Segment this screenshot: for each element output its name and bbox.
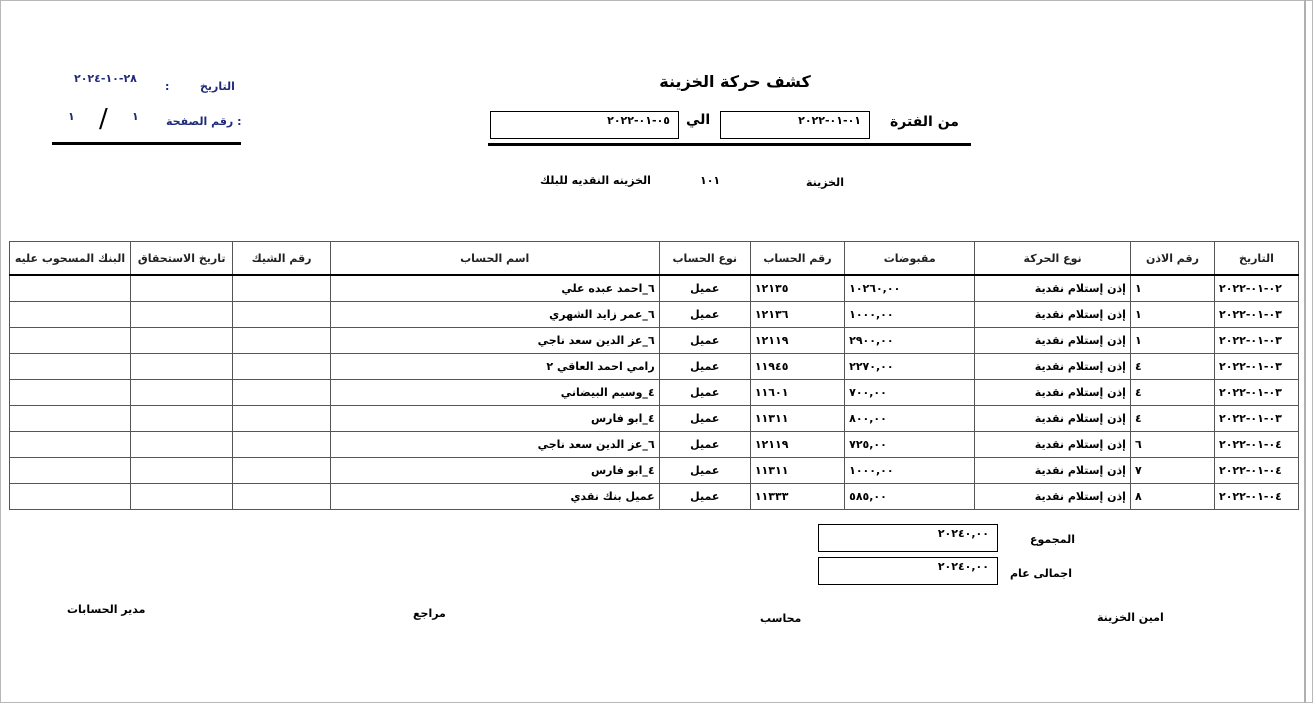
page-slash: / xyxy=(99,104,108,134)
col-header-cheque-no: رقم الشيك xyxy=(233,242,330,276)
col-header-account-type: نوع الحساب xyxy=(659,242,750,276)
cell-drawee-bank xyxy=(10,458,131,484)
cell-due-date xyxy=(130,302,232,328)
cell-movement-type: إذن إستلام نقدية xyxy=(975,380,1131,406)
cell-account-type: عميل xyxy=(659,432,750,458)
cell-account-name: ٤_وسيم البيضاني xyxy=(330,380,659,406)
cell-date: ٠٤-٠١-٢٠٢٢ xyxy=(1214,432,1298,458)
viewer-edge xyxy=(1304,0,1306,703)
cell-date: ٠٤-٠١-٢٠٢٢ xyxy=(1214,484,1298,510)
cell-permit-no: ٦ xyxy=(1130,432,1214,458)
cell-receipts: ٢٢٧٠,٠٠ xyxy=(845,354,975,380)
col-header-receipts: مقبوضات xyxy=(845,242,975,276)
table-row xyxy=(10,354,1299,380)
cell-drawee-bank xyxy=(10,328,131,354)
col-header-movement-type: نوع الحركة xyxy=(975,242,1131,276)
grand-total-field xyxy=(818,557,998,585)
cell-drawee-bank xyxy=(10,275,131,302)
cell-permit-no: ٨ xyxy=(1130,484,1214,510)
cell-drawee-bank xyxy=(10,406,131,432)
cell-account-name: رامي احمد العاقي ٢ xyxy=(330,354,659,380)
cell-account-type: عميل xyxy=(659,275,750,302)
table-header-row xyxy=(10,242,1299,276)
cell-due-date xyxy=(130,328,232,354)
col-header-drawee-bank: البنك المسحوب عليه xyxy=(10,242,131,276)
cell-account-no: ١١٦٠١ xyxy=(750,380,844,406)
grand-total-value: ٢٠٢٤٠,٠٠ xyxy=(937,560,989,573)
cell-movement-type: إذن إستلام نقدية xyxy=(975,328,1131,354)
cell-date: ٠٣-٠١-٢٠٢٢ xyxy=(1214,380,1298,406)
cell-account-type: عميل xyxy=(659,328,750,354)
report-title: كشف حركة الخزينة xyxy=(659,72,811,91)
cell-receipts: ١٠٠٠,٠٠ xyxy=(845,302,975,328)
cell-account-name: ٦_عز الدين سعد ناجي xyxy=(330,328,659,354)
cell-movement-type: إذن إستلام نقدية xyxy=(975,302,1131,328)
cell-permit-no: ٤ xyxy=(1130,406,1214,432)
cell-drawee-bank xyxy=(10,432,131,458)
treasury-name: الخزينه النقديه للبلك xyxy=(540,174,651,187)
period-to-label: الي xyxy=(686,112,711,128)
cell-drawee-bank xyxy=(10,484,131,510)
cell-account-name: ٤_ابو فارس xyxy=(330,458,659,484)
date-separator: : xyxy=(165,80,170,93)
cell-movement-type: إذن إستلام نقدية xyxy=(975,354,1131,380)
cell-movement-type: إذن إستلام نقدية xyxy=(975,432,1131,458)
cell-receipts: ٥٨٥,٠٠ xyxy=(845,484,975,510)
cell-receipts: ٧٢٥,٠٠ xyxy=(845,432,975,458)
col-header-account-no: رقم الحساب xyxy=(750,242,844,276)
cell-drawee-bank xyxy=(10,354,131,380)
period-from-field xyxy=(720,111,870,139)
signature-accountant: محاسب xyxy=(760,612,802,625)
cell-account-name: ٦_عمر زايد الشهري xyxy=(330,302,659,328)
table-row xyxy=(10,380,1299,406)
grand-total-label: اجمالى عام xyxy=(1010,567,1072,580)
col-header-account-name: اسم الحساب xyxy=(330,242,659,276)
movements-table xyxy=(9,241,1299,510)
cell-receipts: ١٠٠٠,٠٠ xyxy=(845,458,975,484)
cell-drawee-bank xyxy=(10,380,131,406)
cell-date: ٠٢-٠١-٢٠٢٢ xyxy=(1214,275,1298,302)
cell-permit-no: ١ xyxy=(1130,302,1214,328)
cell-account-no: ١١٣١١ xyxy=(750,406,844,432)
cell-cheque-no xyxy=(233,328,330,354)
table-row xyxy=(10,406,1299,432)
cell-account-type: عميل xyxy=(659,380,750,406)
cell-date: ٠٣-٠١-٢٠٢٢ xyxy=(1214,302,1298,328)
cell-drawee-bank xyxy=(10,302,131,328)
cell-account-type: عميل xyxy=(659,406,750,432)
table-row xyxy=(10,328,1299,354)
cell-account-no: ١٢١٣٥ xyxy=(750,275,844,302)
cell-receipts: ٧٠٠,٠٠ xyxy=(845,380,975,406)
cell-permit-no: ٤ xyxy=(1130,354,1214,380)
col-header-date: التاريخ xyxy=(1214,242,1298,276)
cell-account-no: ١٢١٣٦ xyxy=(750,302,844,328)
signature-treasurer: امين الخزينة xyxy=(1097,611,1164,624)
cell-account-type: عميل xyxy=(659,354,750,380)
total-value: ٢٠٢٤٠,٠٠ xyxy=(937,527,989,540)
cell-account-no: ١١٣١١ xyxy=(750,458,844,484)
date-label: التاريخ xyxy=(200,80,235,93)
cell-due-date xyxy=(130,458,232,484)
cell-account-no: ١١٩٤٥ xyxy=(750,354,844,380)
cell-account-name: ٦_عز الدين سعد ناجي xyxy=(330,432,659,458)
period-from-label: من الفترة xyxy=(890,114,959,130)
page-current: ١ xyxy=(132,110,139,123)
cell-permit-no: ٧ xyxy=(1130,458,1214,484)
period-to-value: ٠٥-٠١-٢٠٢٢ xyxy=(607,114,670,127)
cell-account-type: عميل xyxy=(659,458,750,484)
cell-date: ٠٤-٠١-٢٠٢٢ xyxy=(1214,458,1298,484)
cell-movement-type: إذن إستلام نقدية xyxy=(975,484,1131,510)
cell-account-name: ٦_احمد عبده علي xyxy=(330,275,659,302)
cell-date: ٠٣-٠١-٢٠٢٢ xyxy=(1214,406,1298,432)
cell-permit-no: ١ xyxy=(1130,275,1214,302)
cell-account-name: ٤_ابو فارس xyxy=(330,406,659,432)
cell-cheque-no xyxy=(233,432,330,458)
page-number-label: رقم الصفحة : xyxy=(166,115,242,128)
cell-permit-no: ٤ xyxy=(1130,380,1214,406)
cell-cheque-no xyxy=(233,458,330,484)
table-row xyxy=(10,275,1299,302)
report-date: ٢٨-١٠-٢٠٢٤ xyxy=(74,72,137,85)
cell-movement-type: إذن إستلام نقدية xyxy=(975,458,1131,484)
header-center-underline xyxy=(488,143,971,146)
period-from-value: ٠١-٠١-٢٠٢٢ xyxy=(798,114,861,127)
cell-due-date xyxy=(130,432,232,458)
table-row xyxy=(10,484,1299,510)
col-header-permit-no: رقم الاذن xyxy=(1130,242,1214,276)
cell-receipts: ٢٩٠٠,٠٠ xyxy=(845,328,975,354)
cell-due-date xyxy=(130,484,232,510)
cell-cheque-no xyxy=(233,380,330,406)
treasury-code: ١٠١ xyxy=(700,174,721,187)
cell-account-type: عميل xyxy=(659,484,750,510)
cell-movement-type: إذن إستلام نقدية xyxy=(975,406,1131,432)
cell-cheque-no xyxy=(233,484,330,510)
cell-cheque-no xyxy=(233,302,330,328)
cell-account-name: عميل بنك نقدي xyxy=(330,484,659,510)
cell-account-no: ١١٣٣٣ xyxy=(750,484,844,510)
col-header-due-date: تاريخ الاستحقاق xyxy=(130,242,232,276)
cell-due-date xyxy=(130,406,232,432)
total-label: المجموع xyxy=(1030,533,1075,546)
cell-receipts: ١٠٢٦٠,٠٠ xyxy=(845,275,975,302)
cell-account-no: ١٢١١٩ xyxy=(750,432,844,458)
cell-due-date xyxy=(130,354,232,380)
treasury-label: الخزينة xyxy=(806,176,844,189)
cell-cheque-no xyxy=(233,275,330,302)
cell-cheque-no xyxy=(233,354,330,380)
signature-accounts-manager: مدير الحسابات xyxy=(67,603,146,616)
table-row xyxy=(10,432,1299,458)
cell-account-type: عميل xyxy=(659,302,750,328)
table-row xyxy=(10,458,1299,484)
cell-date: ٠٣-٠١-٢٠٢٢ xyxy=(1214,354,1298,380)
cell-account-no: ١٢١١٩ xyxy=(750,328,844,354)
total-field xyxy=(818,524,998,552)
cell-permit-no: ١ xyxy=(1130,328,1214,354)
page-total: ١ xyxy=(68,110,75,123)
cell-date: ٠٣-٠١-٢٠٢٢ xyxy=(1214,328,1298,354)
cell-due-date xyxy=(130,275,232,302)
period-to-field xyxy=(490,111,679,139)
cell-receipts: ٨٠٠,٠٠ xyxy=(845,406,975,432)
cell-movement-type: إذن إستلام نقدية xyxy=(975,275,1131,302)
cell-due-date xyxy=(130,380,232,406)
table-row xyxy=(10,302,1299,328)
cell-cheque-no xyxy=(233,406,330,432)
signature-reviewer: مراجع xyxy=(413,607,446,620)
header-left-underline xyxy=(52,142,241,145)
